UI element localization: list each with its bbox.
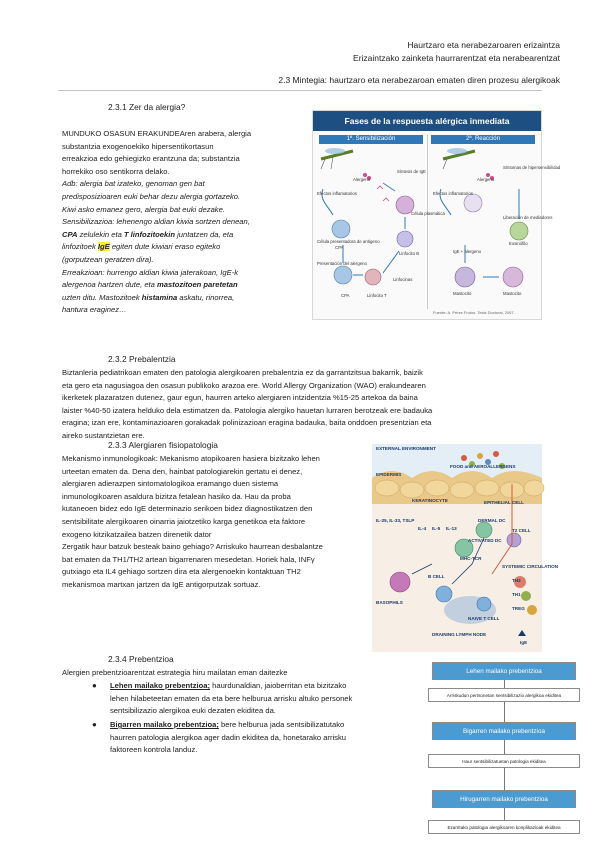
eosinophil-cell <box>510 222 528 240</box>
secondary-prevention-desc: Haur sentsibilizatuetan patologia ekiditea <box>428 754 580 768</box>
label-th1: TH1 <box>512 592 521 597</box>
text-line: Mekanismo inmunologikoak: Mekanismo atopikoaren hasiera bizitzako lehen <box>62 454 320 463</box>
text-line: Biztanleria pediatrikoan ematen den patologia alergikoaren prebalentzia ez da garrantzitsua bakarrik, baizik <box>62 368 423 377</box>
text-line: lehen hilabeteetan ematen da eta bere helburua arrisku altuko personek <box>110 693 353 703</box>
text-line: Erreakzioan: hurrengo aldian kiwia jaterakoan, IgE-k <box>62 267 239 277</box>
allergy-process-illustration <box>313 145 543 315</box>
label-t-lymphocyte: Linfocito T <box>367 293 387 298</box>
mastocyte-cell <box>503 267 523 287</box>
label-mastocyte-2: Mastocito <box>503 291 522 296</box>
text-line: ikerketek plazaratzen dutenez, gaur egun, haurren arteko alergiaren intzidentzia %15-25 artekoa da baina <box>62 393 418 403</box>
text-line: (gorputzean geratzen dira). <box>62 254 154 264</box>
flow-connector <box>504 768 505 790</box>
text-fragment: juntatzen da, eta <box>174 229 234 239</box>
label-il5: IL-5 <box>432 526 441 531</box>
text-line: haurren patologia alergikoa ager dadin ekiditea da, honetarako arrisku <box>110 732 346 742</box>
label-allergen: Alergeno <box>353 177 371 182</box>
text-line: predisposizioaren euki behar dezu alergia gortazeko. <box>62 191 241 201</box>
immune-mechanism-figure <box>372 444 559 652</box>
text-line: sentsibilizazio alergikoa euki dezaten ekiditea da. <box>110 706 276 716</box>
label-epidermis: EPIDERMIS <box>376 472 402 477</box>
prevention-levels-diagram <box>428 662 580 834</box>
label-ige-synthesis: Síntesis de IgE <box>397 169 426 174</box>
text-line: mekanismoa martxan jartzen da IgE antigorputzak sortuaz. <box>62 579 261 589</box>
text-line: gutxiago eta IL4 gehiago sortzen dira eta alergenoekin kontaktuan TH2 <box>62 567 301 577</box>
label-allergen-presentation: Presentación del alergeno <box>317 261 367 266</box>
text-line: laister %40-50 izatera helduko dela estimatzen da. Patologia alergiko hauetan lurraren berotzeak ere badauka <box>62 405 433 415</box>
text-line: eragina; izan ere, kontaminazioaren gorakadak polinizazioan eragina badauka, baita onddoen presentzian eta <box>62 418 432 428</box>
label-cpa-2: CPA <box>341 293 350 298</box>
allergic-response-figure <box>312 110 561 320</box>
text-fragment: linfozitoek <box>62 242 98 252</box>
t-lymphocyte <box>365 269 381 285</box>
text-line: eta gero eta nagusiagoa den osasun publikoko arazoa ere. World Allergy Organization (WAO) erakundearen <box>62 380 426 390</box>
label-draining-lymph-node: DRAINING LYMPH NODE <box>432 632 487 637</box>
header-divider <box>58 90 542 91</box>
text-fragment: haurdunaldian, jaioberritan eta bizitzako <box>210 681 347 690</box>
label-il25: IL-25, IL-33, TSLP <box>376 518 415 523</box>
prevention-intro: Alergien prebentzioarentzat estrategia hiru mailatan eman daitezke <box>62 668 288 677</box>
section-heading-2-3-1: 2.3.1 Zer da alergia? <box>108 102 186 112</box>
label-t2-cell: T2 CELL <box>512 528 531 533</box>
tertiary-prevention-box: Hirugarren mailako prebentzioa <box>432 790 576 808</box>
label-b-cell: B CELL <box>428 574 445 579</box>
phase-sensitization: 1ª. Sensibilización <box>319 135 423 144</box>
label-plasma-cell: Célula plasmática <box>411 211 445 216</box>
text-line: Kiwi asko emanez gero, alergia bat euki dezake. <box>62 204 225 214</box>
figure-title: Fases de la respuesta alérgica inmediata <box>313 111 541 131</box>
mosquito-icon <box>321 148 353 169</box>
flow-connector <box>504 680 505 688</box>
text-fragment: egiten dute kiwiari eraso egiteko <box>109 242 221 252</box>
tertiary-prevention-desc: Ezarritako patologia alergikoaren konplikazioak ekiditea <box>428 820 580 834</box>
text-line: hantura eraginez… <box>62 305 127 315</box>
header-line-2: Erizaintzako zainketa haurrarentzat eta nerabearentzat <box>353 53 560 63</box>
section-heading-2-3-2: 2.3.2 Prebalentzia <box>108 354 176 364</box>
label-lymphokines: Linfocinas <box>393 277 413 282</box>
page-title: 2.3 Mintegia: haurtzaro eta nerabezaroan ematen diren prozesu alergikoak <box>278 75 560 85</box>
secondary-prevention-title: Bigarren mailako prebentzioa; <box>110 720 219 729</box>
mastocyte-term: mastozitoen paretetan <box>157 280 238 290</box>
section-2-3-1-text <box>62 128 300 317</box>
label-epithelial-cell: EPITHELIAL CELL <box>484 500 524 505</box>
label-mhc-tcr: MHC-TCR <box>460 556 482 561</box>
label-mastocyte: Mastocito <box>453 291 472 296</box>
text-line: Sensibilizazioa: lehenengo aldian kiwia sortzen denean, <box>62 217 250 227</box>
primary-prevention-box: Lehen mailako prebentzioa <box>432 662 576 680</box>
label-activated-dc: ACTIVATED DC <box>468 538 502 543</box>
cpa-term: CPA <box>62 229 78 239</box>
bullet-icon: ● <box>92 681 97 690</box>
label-food-aeroallergens: FOOD and AEROALLERGENS <box>450 464 516 469</box>
label-ige-allergen: IgE + alergeno <box>453 249 482 254</box>
label-keratinocyte: KERATINOCYTE <box>412 498 448 503</box>
b-lymphocyte <box>397 231 413 247</box>
label-hypersensitivity: Síntomas de hipersensibilidad <box>503 165 561 170</box>
label-naive-t-cell: NAIVE T CELL <box>468 616 500 621</box>
text-line: exogeno kitzikatzailea batzen direnetik dator <box>62 529 212 539</box>
text-line: ren arabera, alergia <box>184 129 252 138</box>
flow-connector <box>504 740 505 754</box>
prevention-item-secondary <box>110 719 372 757</box>
label-eosinophil: Eosinófilo <box>509 241 528 246</box>
label-treg: TREG <box>512 606 525 611</box>
flow-connector <box>504 702 505 722</box>
phase-reaction: 2ª. Reacción <box>431 135 535 144</box>
section-2-3-3-text <box>62 453 368 592</box>
label-il13: IL-13 <box>446 526 457 531</box>
text-fragment: uzten ditu. Mastozitoek <box>62 292 142 302</box>
who-label: MUNDUKO OSASUN ERAKUNDEA <box>62 129 185 138</box>
label-il4: IL-4 <box>418 526 427 531</box>
text-line: aireko sustantzietan ere. <box>62 430 145 440</box>
text-line: sentsibilitate alergikoaren oinarria jaiotzetiko karga genetikoa eta faktore <box>62 516 306 526</box>
text-line: inmunologikoaren asaldura bizitza fetalean hasiko da. Hau da proba <box>62 491 291 501</box>
label-cpa: CPA <box>335 245 344 250</box>
figure-source: Fuente: A. Pérez Frutos. Tesis Doctoral, 2007. <box>433 310 515 315</box>
label-b-lymphocyte: Linfocito B <box>399 251 420 256</box>
section-heading-2-3-4: 2.3.4 Prebentzioa <box>108 654 174 664</box>
text-line: horrekiko oso sentikorra delako. <box>62 166 170 176</box>
text-fragment: zelulekin eta <box>77 229 124 239</box>
mastocyte-cell <box>455 267 475 287</box>
text-fragment: bere helburua jada sentsibilizatutako <box>218 720 345 729</box>
primary-prevention-title: Lehen mailako prebentzioa; <box>110 681 211 690</box>
label-dermal-dc: DERMAL DC <box>478 518 506 523</box>
label-apc: Célula presentadora de antígeno <box>317 239 380 244</box>
text-line: kutaneoen bidez edo IgE determinazio serikoen bidez diagnostikatzen den <box>62 504 313 514</box>
ige-highlight: IgE <box>97 242 110 252</box>
histamine-term: histamina <box>141 292 178 302</box>
apc-cell <box>332 220 350 238</box>
bullet-icon: ● <box>92 720 97 729</box>
secondary-prevention-box: Bigarren mailako prebentzioa <box>432 722 576 740</box>
primary-prevention-desc: Arriskudun pertsonetan sentsibilizazio alergikoa ekiditea <box>428 688 580 702</box>
label-allergen-2: Alergeno <box>477 177 495 182</box>
label-inflammatory-effects-2: Efectos inflamatorios <box>433 191 473 196</box>
text-fragment: alergenoa hartzen dute, eta <box>62 280 157 290</box>
text-line: substantzia exogenoekiko hipersentikortasun <box>62 141 214 151</box>
apc-cell <box>334 266 352 284</box>
section-2-3-2-text <box>62 367 542 443</box>
mosquito-icon <box>443 148 475 169</box>
section-heading-2-3-3: 2.3.3 Alergiaren fisiopatologia <box>108 440 218 450</box>
text-fragment: askatu, rinorrea, <box>177 292 235 302</box>
label-ige: IgE <box>520 640 528 645</box>
label-external-environment: EXTERNAL ENVIRONMENT <box>376 446 436 451</box>
text-line: Zergatik haur batzuk besteak baino gehiago? Arriskuko haurrean desbalantze <box>62 542 323 552</box>
prevention-item-primary <box>110 680 372 718</box>
text-line: Adb: alergia bat izateko, genoman gen bat <box>62 179 205 189</box>
text-line: faktoreen kontrola landuz. <box>110 745 198 755</box>
label-th2: TH2 <box>512 578 521 583</box>
text-line: bat ematen da TH1/TH2 artean bigarrenaren mesedetan. Horiek hala, INFγ <box>62 554 315 564</box>
label-mediator-release: Liberación de mediadores <box>503 215 553 220</box>
label-systemic-circulation: SYSTEMIC CIRCULATION <box>502 564 559 569</box>
text-line: alergiaren adierazpen sintomatologikoa eramango duen sistema <box>62 479 279 489</box>
label-inflammatory-effects: Efectos inflamatorios <box>317 191 357 196</box>
text-line: urteetan ematen da. Dena den, hainbat patologiarekin gertatu ei denez, <box>62 466 303 476</box>
mastocyte-cell <box>464 194 482 212</box>
label-basophils: BASOPHILS <box>376 600 403 605</box>
t-lymphocyte-term: T linfozitoekin <box>123 229 175 239</box>
header-line-1: Haurtzaro eta nerabezaroaren erizaintza <box>407 40 560 50</box>
text-line: erreakzioa edo gehiegizko erantzuna da; substantzia <box>62 154 240 164</box>
